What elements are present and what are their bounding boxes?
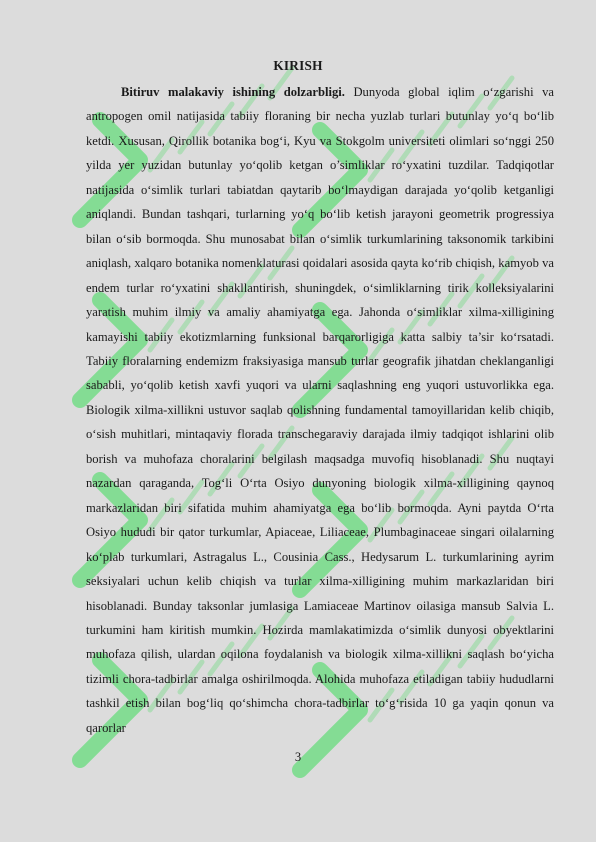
body-paragraph — [86, 80, 554, 740]
lead-phrase: Bitiruv malakaviy ishining dolzarbligi. — [121, 85, 345, 99]
page-number: 3 — [294, 750, 302, 764]
section-heading: KIRISH — [273, 58, 323, 73]
paragraph-text: Dunyoda global iqlim o‘zgarishi va antropogen omil natijasida tabiiy floraning bir necha yuzlab turlari butunlay yo‘q bo‘lib ketdi. Xususan, Qirollik botanika bog‘i, Kyu va Stokgolm universiteti olimlari so‘nggi 250 yilda yer yuzidan butunlay yo‘qolib ketgan o’simliklar ro‘yxatini tuzdilar. Tadqiqotlar natijasida o‘simlik turlari tabiatdan qaytarib bo‘lmaydigan darajada yo‘qolib ketganligi aniqlandi. Bundan tashqari, turlarning yo‘q bo‘lib ketish jarayoni geometrik progressiya bilan o‘sib bormoqda. Shu munosabat bilan o‘simlik turkumlarining taksonomik tarkibini aniqlash, xalqaro botanika nomenklaturasi qoidalari asosida qayta ko‘rib chiqish, kamyob va endem turlar ro‘yxatini shakllantirish, shuningdek, o‘simliklarning tirik kolleksiyalarini yaratish muhim ilmiy va amaliy ahamiyatga ega. Jahonda o‘simliklar xilma-xilligining kamayishi tabiiy ekotizmlarning funksional barqarorligiga katta salbiy ta’sir ko‘rsatadi. Tabiiy floralarning endemizm fraksiyasiga mansub turlar geografik jihatdan cheklanganligi sababli, yo‘qolib ketish xavfi yuqori va ularni saqlashning eng yuqori ustuvorlikka ega. Biologik xilma-xillikni ustuvor saqlab qolishning fundamental tamoyillaridan kelib chiqib, o‘sish muhitlari, mintaqaviy florada transchegaraviy darajada ilmiy tadqiqot ishlarini olib borish va muhofaza choralarini belgilash maqsadga muvofiq hisoblanadi. Shu nuqtayi nazardan qaraganda, Tog‘li O‘rta Osiyo dunyoning biologik xilma-xilligining qaynoq markazlaridan biri sifatida muhim ahamiyatga ega bo‘lib bormoqda. Ayni paytda O‘rta Osiyo hududi bir qator turkumlar, Apiaceae, Liliaceae, Plumbaginaceae singari oilalarning ko‘plab turkumlari, Astragalus L., Cousinia Cass., Hedysarum L. turkumlarining ayrim seksiyalari uchun kelib chiqish va turlar xilma-xilligining muhim markazlaridan biri hisoblanadi. Bunday taksonlar jumlasiga Lamiaceae Martinov oilasiga mansub Salvia L. turkumini ham kiritish mumkin. Hozirda mamlakatimizda o‘simlik dunyosi obyektlarini muhofaza qilish, ulardan oqilona foydalanish va biologik xilma-xillikni saqlash bo‘yicha tizimli chora-tadbirlar amalga oshirilmoqda. Alohida muhofaza etiladigan tabiiy hududlarni tashkil etish bilan bog‘liq qo‘shimcha chora-tadbirlar to‘g‘risida 10 ga yaqin qonun va qarorlar — [86, 85, 554, 735]
